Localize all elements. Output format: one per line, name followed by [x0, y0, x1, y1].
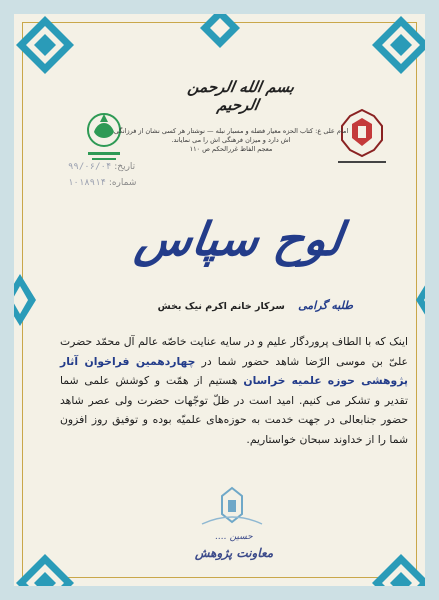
top-right-ornament-icon: [366, 10, 436, 80]
quote-text: امام علی ع: کتاب الحزه معیار فضله و مسبار نبله — نوشتار هر کسی نشان از فرزانگی اش دارد و میزان فرهنگی اش را می نمایاند.: [113, 127, 349, 144]
date-value: ۹۹/۰۶/۰۴: [68, 162, 112, 172]
top-center-ornament-icon: [196, 6, 244, 50]
number-line: [68, 178, 188, 188]
quote-source: معجم الفاظ غررالحکم ص ۱۱۰: [189, 145, 273, 153]
body-part-1: اینک که با الطاف پروردگار علیم و در سایه عنایت خاصّه عالم آل محمّد حضرت علیّ بن موسی الرّضا شاهد حضور شما در: [60, 335, 408, 368]
recipient-name: سرکار خانم اکرم نیک بخش: [157, 301, 285, 312]
right-middle-ornament-icon: [412, 270, 439, 330]
bottom-left-ornament-icon: [10, 548, 80, 600]
top-left-ornament-icon: [10, 10, 80, 80]
salutation: طلبه گرامی: [298, 299, 353, 312]
bismillah-heading: بسم الله الرحمن الرحیم: [186, 78, 296, 114]
certificate-title: لوح سپاس: [132, 212, 346, 266]
date-line: [68, 162, 188, 172]
number-value: ۱۰۱۸۹۱۴: [68, 178, 106, 188]
greeting-line: [33, 299, 353, 312]
number-label: شماره:: [108, 178, 137, 188]
certificate-body: [60, 332, 408, 449]
bottom-seal-icon: [192, 484, 272, 530]
signatory-office: معاونت پژوهش: [194, 546, 274, 560]
bottom-right-ornament-icon: [366, 548, 436, 600]
signatory-name: حسین ....: [215, 532, 253, 542]
body-part-2: هستیم از همّت و کوشش علمی شما تقدیر و تشکر می کنیم. امید است در ظلّ توجّهات حضرت ولی عصر شاهد حضور جنابعالی در جهت خدمت به حوزه‌های علمیّه بوده و توفیق روز افزون شما را از خداوند سبحان خواستاریم.: [60, 374, 408, 446]
body-highlight: چهاردهمین فراخوان آثار پژوهشی حوزه علمیه خراسان: [60, 354, 408, 387]
signature-block: [164, 532, 304, 560]
date-label: تاریخ:: [114, 162, 136, 172]
header-quote: [110, 127, 352, 154]
